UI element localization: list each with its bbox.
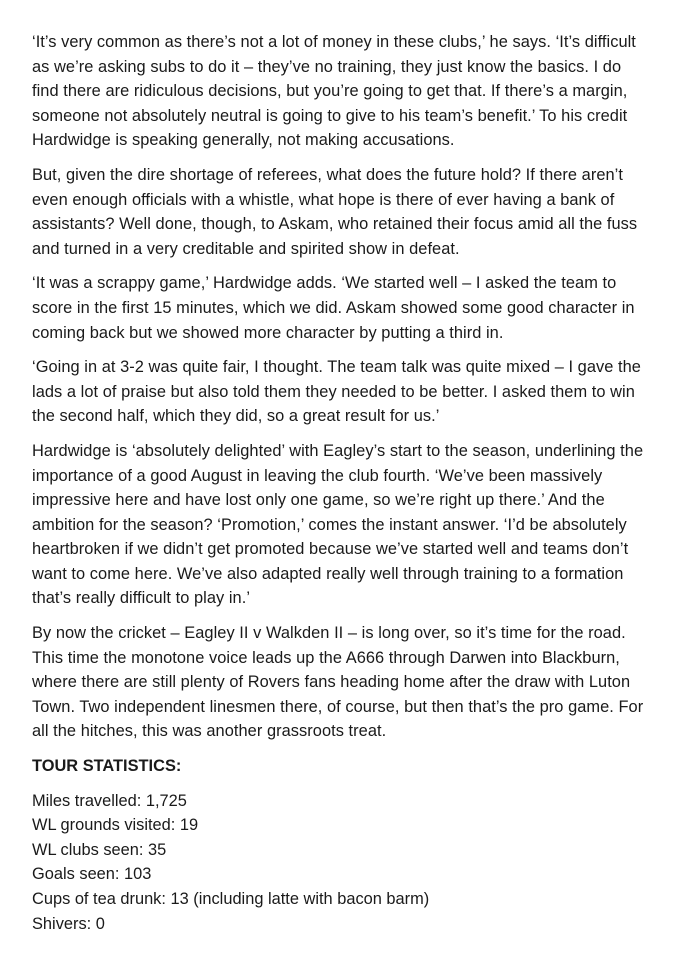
stat-clubs-seen: WL clubs seen: 35 [32,840,167,859]
stat-grounds-visited: WL grounds visited: 19 [32,816,199,835]
article-paragraph-2: But, given the dire shortage of referees, what does the future hold? If there aren’t even enough officials with a whistle, what hope is there of ever having a bank of assistants? Well done, though, to Askam, who retained their focus amid all the fuss and turned in a very creditable and spirited show in defeat. [32,165,638,258]
stats-heading: TOUR STATISTICS: [32,757,182,776]
article-paragraph-6: By now the cricket – Eagley II v Walkden II – is long over, so it’s time for the road. This time the monotone voice leads up the A666 through Darwen into Blackburn, where there are still plenty of Rovers fans heading home after the draw with Luton Town. Two independent linesmen there, of course, but then that’s the pro game. For all the hitches, this was another grassroots treat. [32,624,644,741]
article-paragraph-4: ‘Going in at 3-2 was quite fair, I thought. The team talk was quite mixed – I gave the lads a lot of praise but also told them they needed to be better. I asked them to win the second half, which they did, so a great result for us.’ [32,358,641,426]
stat-shivers: Shivers: 0 [32,914,105,933]
article-paragraph-5: Hardwidge is ‘absolutely delighted’ with Eagley’s start to the season, underlining the importance of a good August in leaving the club fourth. ‘We’ve been massively impressive here and have lost only one game, so we’re right up there.’ And the ambition for the season? ‘Promotion,’ comes the instant answer. ‘I’d be absolutely heartbroken if we didn’t get promoted because we’ve started well and teams don’t want to come here. We’ve also adapted really well through training to a formation that’s really difficult to play in.’ [32,441,644,608]
article-paragraph-3: ‘It was a scrappy game,’ Hardwidge adds. ‘We started well – I asked the team to score in the first 15 minutes, which we did. Askam showed some good character in coming back but we showed more character by putting a third in. [32,274,635,342]
stat-goals-seen: Goals seen: 103 [32,865,152,884]
stat-miles-travelled: Miles travelled: 1,725 [32,791,187,810]
article-paragraph-1: ‘It’s very common as there’s not a lot of money in these clubs,’ he says. ‘It’s difficult as we’re asking subs to do it – they’ve no training, they just know the basics. I do find there are ridiculous decisions, but you’re going to get that. If there’s a margin, someone not absolutely neutral is going to give to his team’s benefit.’ To his credit Hardwidge is speaking generally, not making accusations. [32,33,636,150]
document-page [32,30,644,936]
stat-cups-of-tea: Cups of tea drunk: 13 (including latte with bacon barm) [32,890,430,908]
stats-list [32,789,644,937]
